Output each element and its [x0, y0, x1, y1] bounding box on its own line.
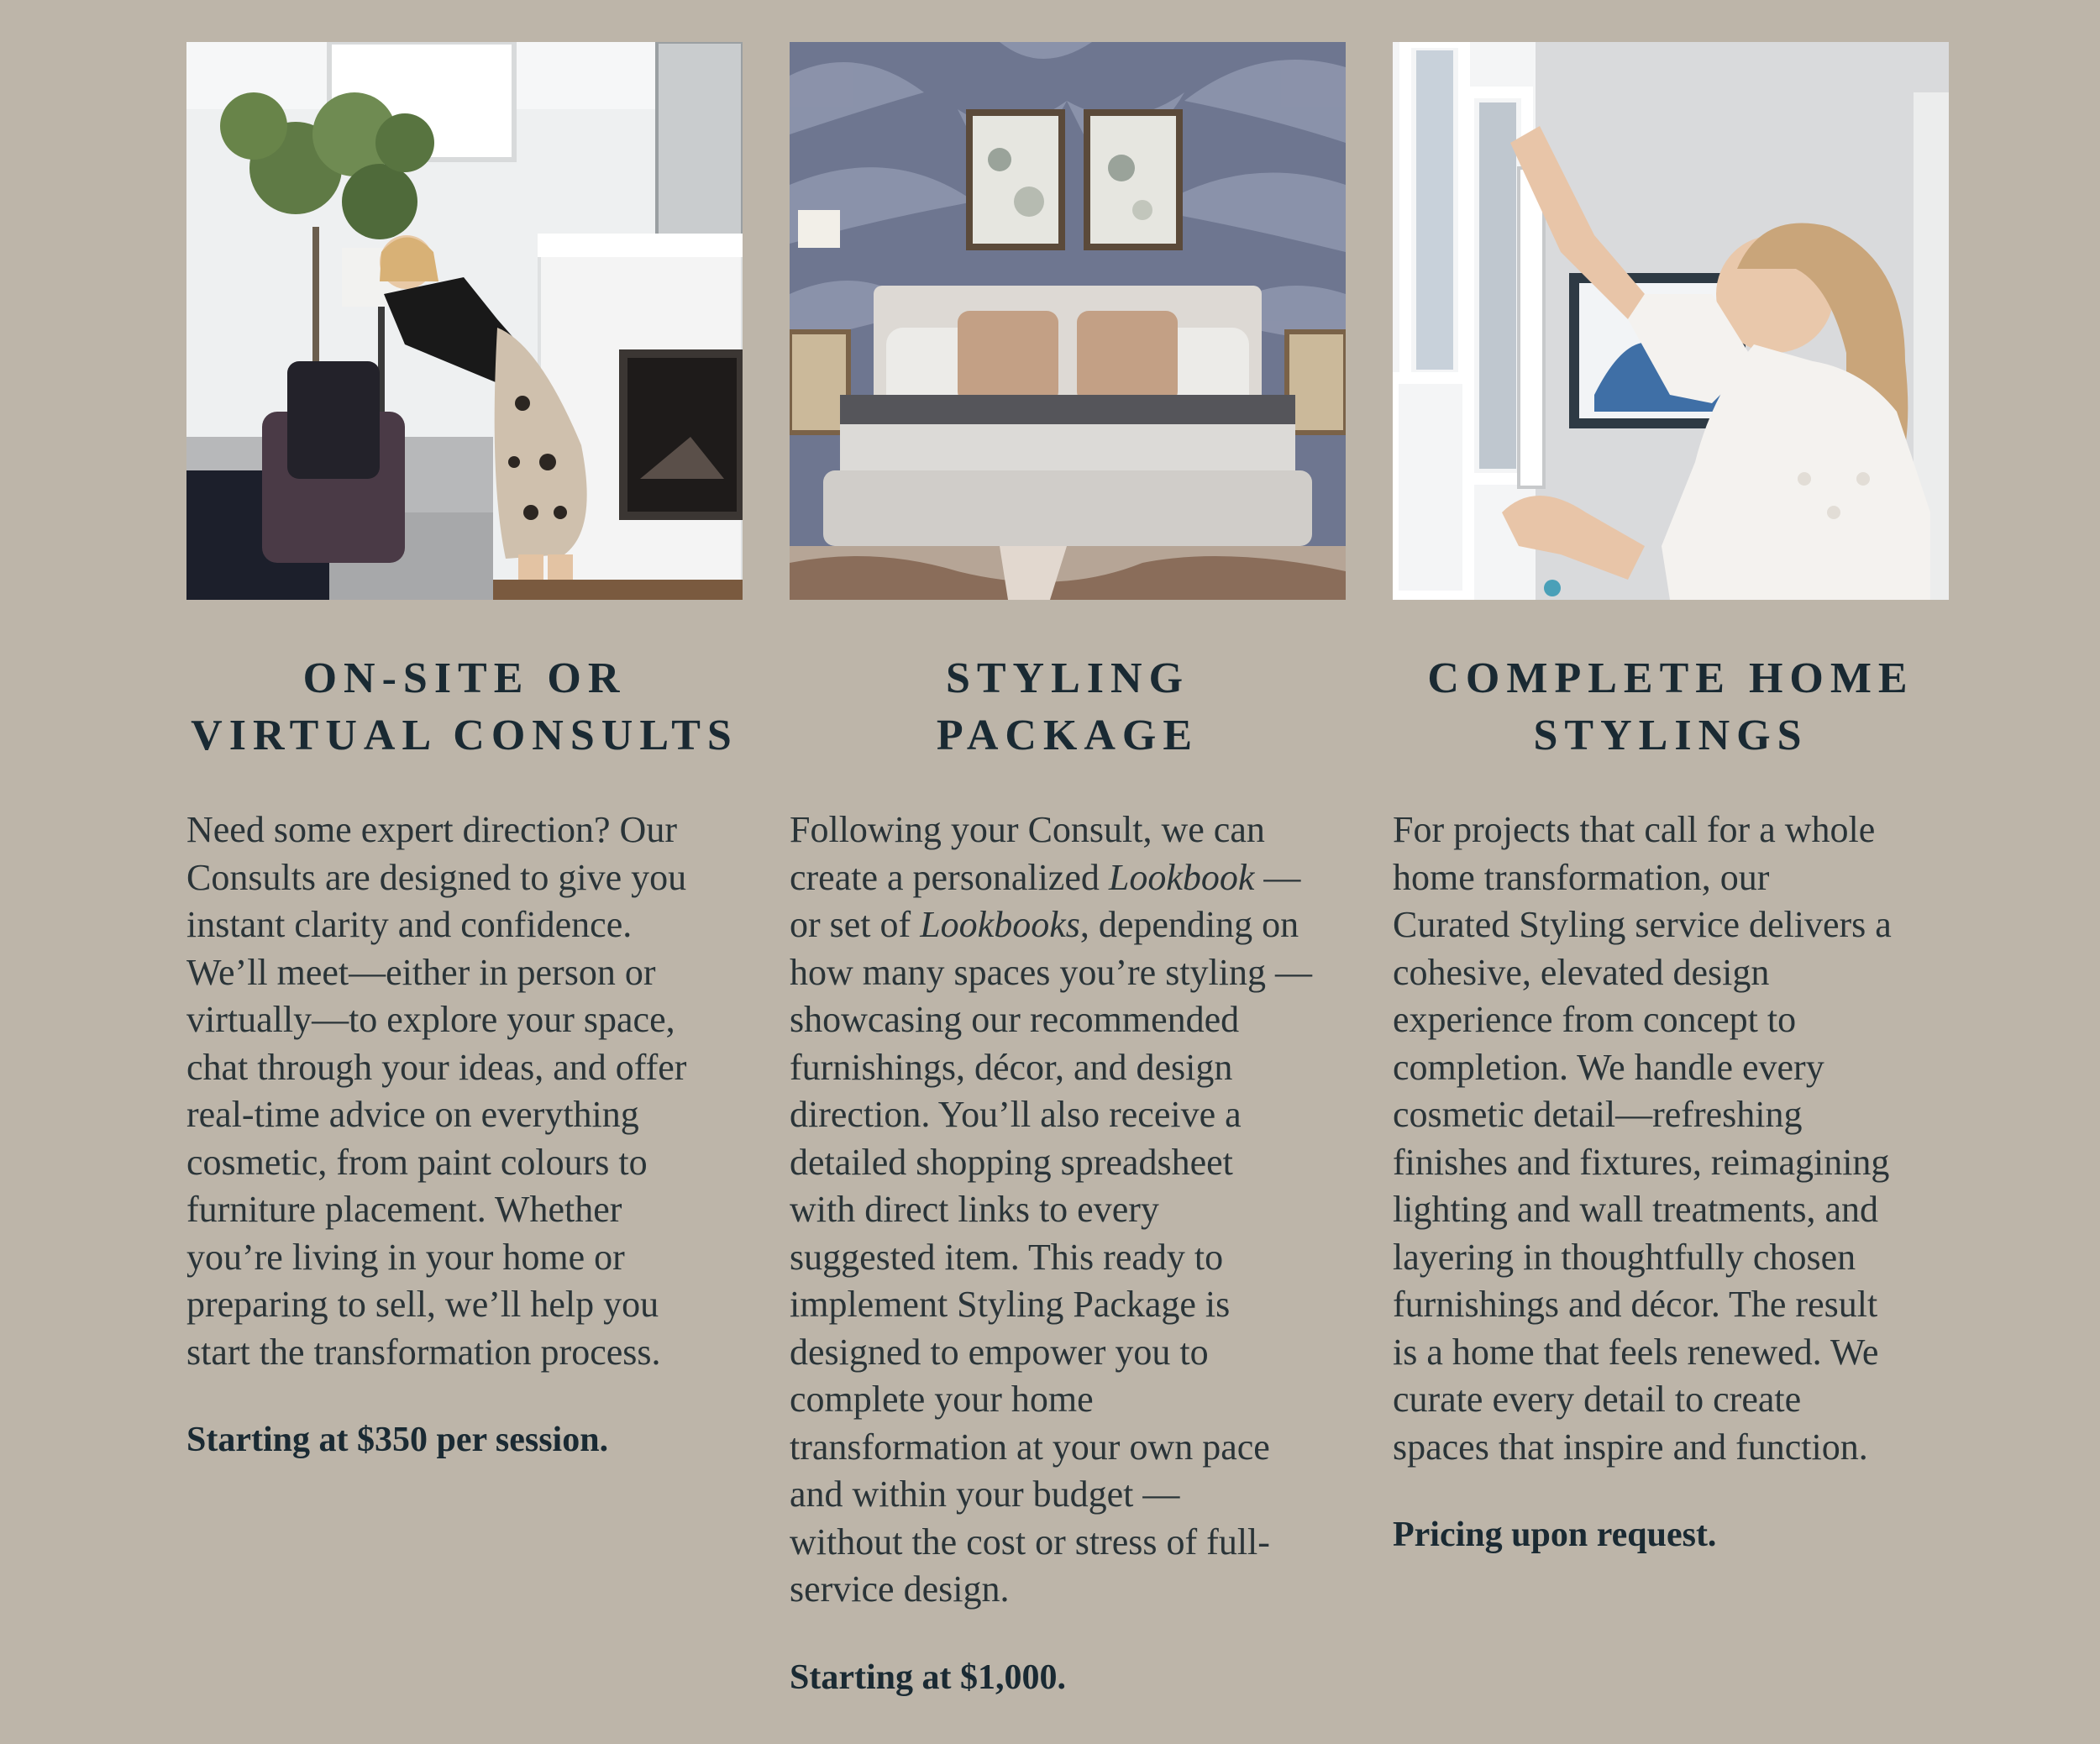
service-title-line: VIRTUAL CONSULTS: [191, 712, 738, 759]
description-line: detailed shopping spreadsheet: [790, 1141, 1233, 1183]
service-price: Starting at $1,000.: [790, 1657, 1066, 1697]
description-line: you’re living in your home or: [186, 1236, 625, 1278]
home-styling-photo: [1393, 42, 1949, 600]
description-line: chat through your ideas, and offer: [186, 1046, 687, 1088]
service-title-line: COMPLETE HOME: [1427, 654, 1914, 702]
description-text: —: [1254, 856, 1301, 898]
description-line: cosmetic, from paint colours to: [186, 1141, 648, 1183]
service-price: Starting at $350 per session.: [186, 1421, 609, 1459]
description-line: how many spaces you’re styling —: [790, 951, 1312, 993]
service-card-complete-home: [1393, 42, 1949, 1558]
service-title: [186, 650, 743, 764]
service-title: [790, 650, 1346, 764]
description-line: showcasing our recommended: [790, 999, 1240, 1040]
description-text: or set of: [790, 904, 921, 945]
service-description: [1393, 806, 1949, 1471]
description-line: spaces that inspire and function.: [1393, 1426, 1868, 1468]
description-line: real-time advice on everything: [186, 1094, 639, 1135]
description-line: start the transformation process.: [186, 1331, 661, 1373]
description-line: lighting and wall treatments, and: [1393, 1189, 1878, 1230]
description-line: cosmetic detail—refreshing: [1393, 1094, 1803, 1135]
description-text: , depending on: [1079, 904, 1299, 945]
description-line: preparing to sell, we’ll help you: [186, 1284, 659, 1325]
service-title-line: STYLINGS: [1533, 712, 1809, 759]
service-price: Pricing upon request.: [1393, 1515, 1717, 1554]
description-line: furnishings, décor, and design: [790, 1046, 1233, 1088]
service-card-consults: [186, 42, 743, 1463]
description-line: Curated Styling service delivers a: [1393, 904, 1892, 945]
description-line: furniture placement. Whether: [186, 1189, 622, 1230]
description-line: completion. We handle every: [1393, 1046, 1824, 1088]
description-line: implement Styling Package is: [790, 1284, 1231, 1325]
description-line: [790, 854, 1346, 902]
description-line: Need some expert direction? Our: [186, 809, 677, 850]
description-line: curate every detail to create: [1393, 1379, 1802, 1420]
description-line: service design.: [790, 1568, 1010, 1610]
description-emphasis: Lookbooks: [920, 904, 1080, 945]
service-description: [186, 806, 743, 1376]
description-line: finishes and fixtures, reimagining: [1393, 1141, 1890, 1183]
service-title-line: ON-SITE OR: [302, 654, 627, 702]
description-line: cohesive, elevated design: [1393, 951, 1770, 993]
description-line: experience from concept to: [1393, 999, 1797, 1040]
consult-photo: [186, 42, 743, 600]
description-text: create a personalized: [790, 856, 1109, 898]
description-line: without the cost or stress of full-: [790, 1521, 1270, 1563]
description-line: virtually—to explore your space,: [186, 999, 675, 1040]
service-title-line: STYLING: [945, 654, 1190, 702]
description-line: furnishings and décor. The result: [1393, 1284, 1878, 1325]
description-line: Following your Consult, we can: [790, 809, 1265, 850]
description-line: complete your home: [790, 1379, 1094, 1420]
description-line: For projects that call for a whole: [1393, 809, 1876, 850]
description-line: suggested item. This ready to: [790, 1236, 1224, 1278]
description-line: is a home that feels renewed. We: [1393, 1331, 1879, 1373]
description-line: transformation at your own pace: [790, 1426, 1270, 1468]
description-emphasis: Lookbook: [1108, 856, 1255, 898]
description-line: [790, 901, 1346, 949]
description-line: direction. You’ll also receive a: [790, 1094, 1242, 1135]
description-line: and within your budget —: [790, 1473, 1180, 1515]
description-line: designed to empower you to: [790, 1331, 1209, 1373]
description-line: instant clarity and confidence.: [186, 904, 633, 945]
service-card-styling-package: [790, 42, 1346, 1701]
description-line: Consults are designed to give you: [186, 856, 687, 898]
styling-moodboard-photo: [790, 42, 1346, 600]
service-title: [1393, 650, 1949, 764]
description-line: We’ll meet—either in person or: [186, 951, 656, 993]
description-line: home transformation, our: [1393, 856, 1770, 898]
service-description: [790, 806, 1346, 1614]
description-line: layering in thoughtfully chosen: [1393, 1236, 1856, 1278]
description-line: with direct links to every: [790, 1189, 1159, 1230]
service-title-line: PACKAGE: [936, 712, 1200, 759]
